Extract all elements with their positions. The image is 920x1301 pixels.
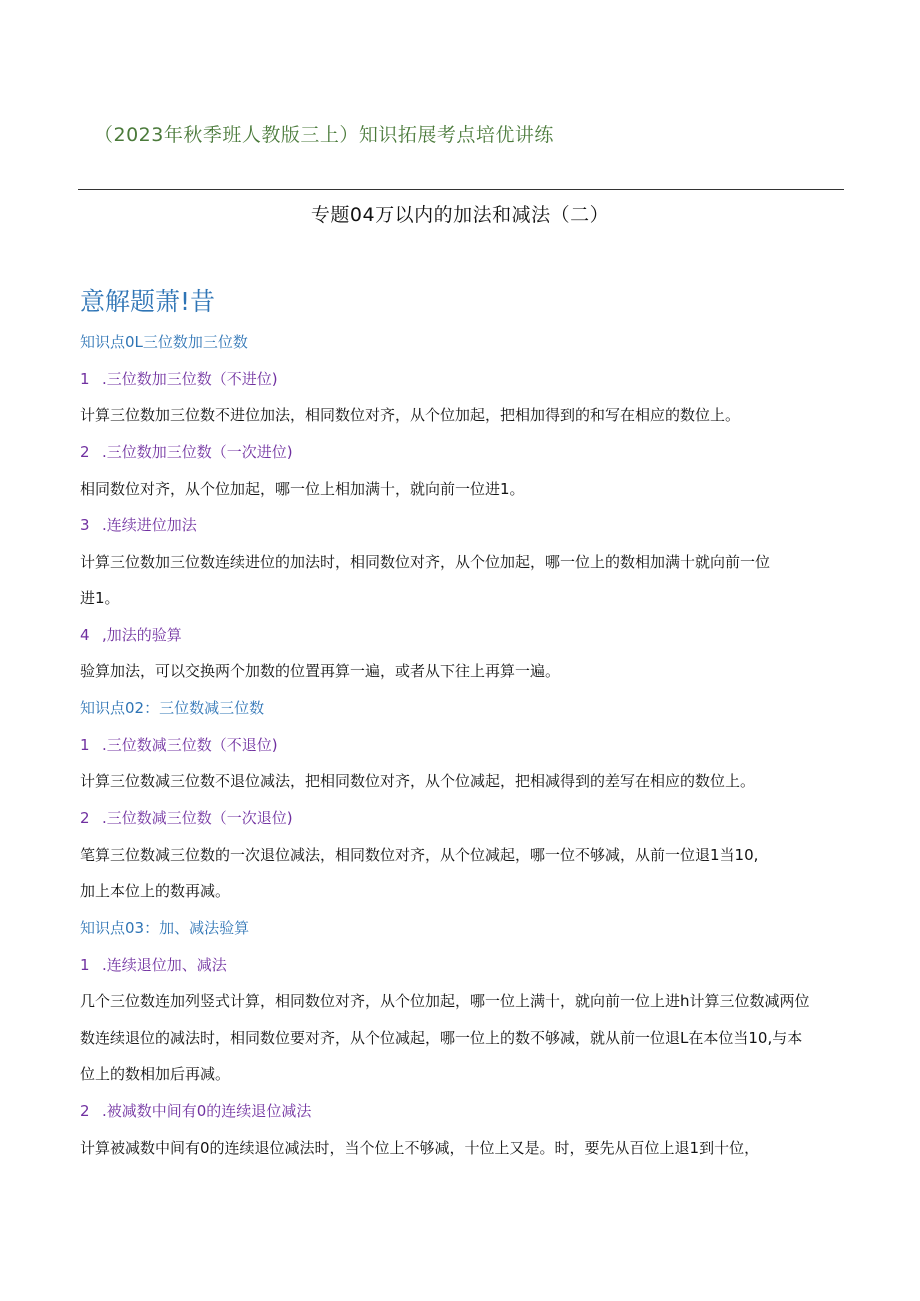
subsection-label: .连续退位加、减法 bbox=[102, 956, 227, 974]
subsection-title bbox=[80, 368, 278, 389]
subsection-label: .被减数中间有0的连续退位减法 bbox=[102, 1102, 312, 1120]
subsection-number: 4 bbox=[80, 626, 90, 644]
body-paragraph: 验算加法，可以交换两个加数的位置再算一遍，或者从下往上再算一遍。 bbox=[80, 662, 561, 680]
body-paragraph: 位上的数相加后再减。 bbox=[80, 1065, 231, 1083]
body-paragraph: 几个三位数连加列竖式计算，相同数位对齐，从个位加起，哪一位上满十，就向前一位上进h计算三位数减两位 bbox=[80, 992, 810, 1010]
body-paragraph: 加上本位上的数再减。 bbox=[80, 882, 231, 900]
subsection-label: .三位数减三位数（不退位) bbox=[102, 736, 278, 754]
knowledge-point-title: 知识点02：三位数减三位数 bbox=[80, 699, 265, 717]
subsection-number: 3 bbox=[80, 516, 90, 534]
subsection-title bbox=[80, 441, 293, 462]
subsection-title bbox=[80, 624, 182, 645]
subsection-number: 2 bbox=[80, 1102, 90, 1120]
subsection-title bbox=[80, 1100, 311, 1121]
subsection-title bbox=[80, 514, 197, 535]
document-header: （2023年秋季班人教版三上）知识拓展考点培优讲练 bbox=[94, 124, 554, 146]
subsection-label: .三位数加三位数（一次进位) bbox=[102, 443, 293, 461]
body-paragraph: 计算三位数减三位数不退位减法，把相同数位对齐，从个位减起，把相减得到的差写在相应的数位上。 bbox=[80, 772, 756, 790]
subsection-number: 1 bbox=[80, 956, 90, 974]
body-paragraph: 数连续退位的减法时，相同数位要对齐，从个位减起，哪一位上的数不够减，就从前一位退L在本位当10,与本 bbox=[80, 1029, 803, 1047]
subsection-number: 1 bbox=[80, 370, 90, 388]
subsection-label: ,加法的验算 bbox=[102, 626, 182, 644]
body-paragraph: 计算被减数中间有0的连续退位减法时，当个位上不够减，十位上又是。时，要先从百位上退1到十位， bbox=[80, 1139, 760, 1157]
body-paragraph: 进1。 bbox=[80, 589, 120, 607]
subsection-title bbox=[80, 734, 278, 755]
body-paragraph: 笔算三位数减三位数的一次退位减法，相同数位对齐，从个位减起，哪一位不够减，从前一位退1当10, bbox=[80, 846, 759, 864]
header-divider bbox=[78, 189, 844, 190]
body-paragraph: 相同数位对齐，从个位加起，哪一位上相加满十，就向前一位进1。 bbox=[80, 480, 525, 498]
subsection-number: 2 bbox=[80, 443, 90, 461]
knowledge-point-title: 知识点0L三位数加三位数 bbox=[80, 333, 248, 351]
subsection-number: 1 bbox=[80, 736, 90, 754]
subsection-number: 2 bbox=[80, 809, 90, 827]
subsection-label: .三位数加三位数（不进位) bbox=[102, 370, 278, 388]
knowledge-point-title: 知识点03：加、减法验算 bbox=[80, 919, 250, 937]
subsection-title bbox=[80, 807, 293, 828]
subsection-title bbox=[80, 954, 227, 975]
subsection-label: .连续进位加法 bbox=[102, 516, 197, 534]
subsection-label: .三位数减三位数（一次退位) bbox=[102, 809, 293, 827]
body-paragraph: 计算三位数加三位数连续进位的加法时，相同数位对齐，从个位加起，哪一位上的数相加满十就向前一位 bbox=[80, 553, 771, 571]
page-title: 专题04万以内的加法和减法（二） bbox=[310, 204, 610, 226]
body-paragraph: 计算三位数加三位数不进位加法，相同数位对齐，从个位加起，把相加得到的和写在相应的数位上。 bbox=[80, 406, 741, 424]
section-heading: 意解题萧!昔 bbox=[80, 287, 216, 316]
